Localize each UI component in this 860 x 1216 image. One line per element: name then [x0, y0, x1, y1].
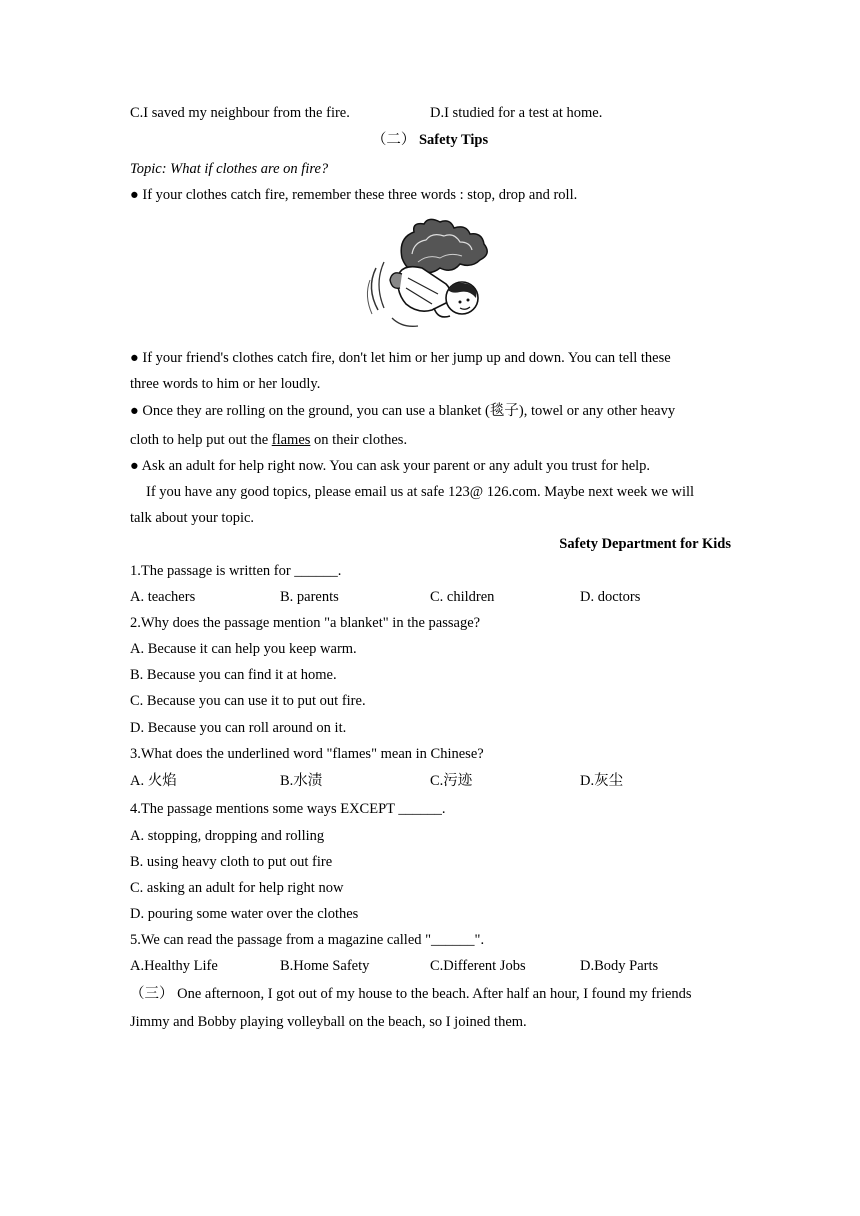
- topic-line: Topic: What if clothes are on fire?: [130, 161, 329, 177]
- section-number: （二）: [371, 132, 416, 148]
- section-3-line-2: Jimmy and Bobby playing volleyball on the beach, so I joined them.: [130, 1014, 527, 1030]
- question-2-option-d: D. Because you can roll around on it.: [130, 720, 347, 736]
- question-2-option-b: B. Because you can find it at home.: [130, 667, 337, 683]
- bullet-2-line-1: ● If your friend's clothes catch fire, don't let him or her jump up and down. You can tell these: [130, 350, 671, 366]
- prev-option-c: C.I saved my neighbour from the fire.: [130, 105, 350, 121]
- question-5-option-c: C.Different Jobs: [430, 958, 526, 974]
- closing-line-2: talk about your topic.: [130, 510, 255, 526]
- bullet-4: ● Ask an adult for help right now. You can ask your parent or any adult you trust for help.: [130, 458, 651, 474]
- question-3-option-c: C.污迹: [430, 773, 473, 789]
- section-heading: [0, 130, 860, 150]
- question-5-option-d: D.Body Parts: [580, 958, 659, 974]
- question-2-option-c: C. Because you can use it to put out fire.: [130, 693, 366, 709]
- question-4-option-a: A. stopping, dropping and rolling: [130, 828, 325, 844]
- bullet-3-text-post: on their clothes.: [310, 432, 408, 448]
- question-1-option-d: D. doctors: [580, 589, 641, 605]
- bullet-1: ● If your clothes catch fire, remember these three words : stop, drop and roll.: [130, 187, 578, 203]
- question-5-stem: 5.We can read the passage from a magazine called "______".: [130, 932, 485, 948]
- question-2-option-a: A. Because it can help you keep warm.: [130, 641, 357, 657]
- question-3-option-b: B.水渍: [280, 773, 323, 789]
- closing-line-1: If you have any good topics, please email us at safe 123@ 126.com. Maybe next week we will: [146, 484, 695, 500]
- question-3-option-d: D.灰尘: [580, 773, 624, 789]
- bullet-3-line-1: ● Once they are rolling on the ground, you can use a blanket (毯子), towel or any other heavy: [130, 403, 676, 419]
- question-1-option-a: A. teachers: [130, 589, 196, 605]
- question-3-option-a: A. 火焰: [130, 773, 177, 789]
- question-5-option-a: A.Healthy Life: [130, 958, 218, 974]
- section-title: Safety Tips: [418, 132, 489, 148]
- question-1-option-b: B. parents: [280, 589, 339, 605]
- bullet-3-text-pre: cloth to help put out the: [130, 432, 272, 448]
- question-4-stem: 4.The passage mentions some ways EXCEPT ______.: [130, 801, 446, 817]
- question-3-stem: 3.What does the underlined word "flames" mean in Chinese?: [130, 746, 484, 762]
- question-1-stem: 1.The passage is written for ______.: [130, 563, 342, 579]
- question-1-option-c: C. children: [430, 589, 495, 605]
- question-4-option-c: C. asking an adult for help right now: [130, 880, 344, 896]
- prev-option-d: D.I studied for a test at home.: [430, 105, 603, 121]
- rolling-child-fire-illustration: [362, 218, 494, 332]
- question-4-option-d: D. pouring some water over the clothes: [130, 906, 359, 922]
- question-2-stem: 2.Why does the passage mention "a blanket" in the passage?: [130, 615, 481, 631]
- question-4-option-b: B. using heavy cloth to put out fire: [130, 854, 333, 870]
- bullet-2-line-2: three words to him or her loudly.: [130, 376, 321, 392]
- signature: Safety Department for Kids: [559, 536, 731, 552]
- bullet-3-line-2: [130, 430, 407, 450]
- question-5-option-b: B.Home Safety: [280, 958, 370, 974]
- section-3-line-1: （三） One afternoon, I got out of my house to the beach. After half an hour, I found my friends: [130, 986, 692, 1002]
- underlined-word-flames: flames: [271, 432, 311, 448]
